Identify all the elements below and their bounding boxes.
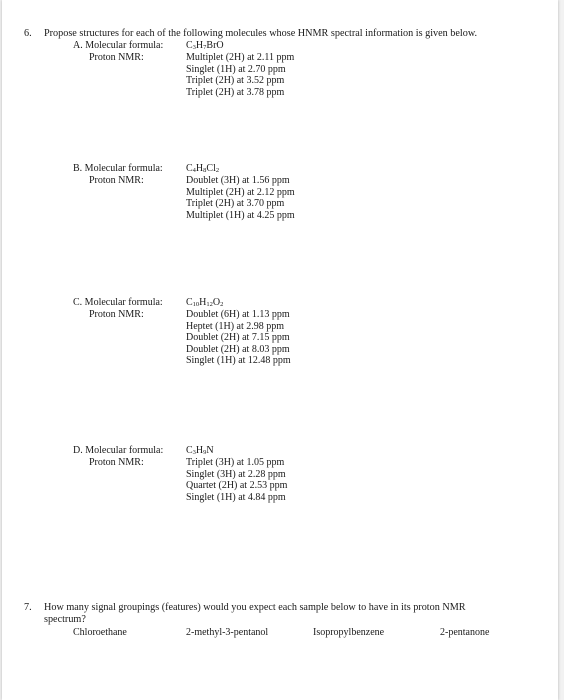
- nmr-signal: Doublet (3H) at 1.56 ppm: [186, 175, 290, 186]
- molecular-formula: $C_{10}H_{12}O_2$: [186, 297, 224, 308]
- part-letter: A.: [73, 40, 83, 51]
- molecular-formula-label: Molecular formula:: [84, 297, 163, 308]
- molecular-formula-label: Molecular formula:: [85, 445, 164, 456]
- nmr-signal: Triplet (2H) at 3.52 ppm: [186, 75, 285, 87]
- nmr-signal: Singlet (1H) at 2.70 ppm: [186, 63, 286, 75]
- part-letter: D.: [73, 445, 83, 456]
- nmr-signal-list: [186, 457, 287, 503]
- nmr-signal: Doublet (2H) at 7.15 ppm: [186, 332, 290, 344]
- nmr-signal: Multiplet (1H) at 4.25 ppm: [186, 209, 295, 221]
- proton-nmr-label: Proton NMR:: [89, 52, 144, 63]
- nmr-signal: Triplet (3H) at 1.05 ppm: [186, 457, 285, 468]
- proton-nmr-label: Proton NMR:: [89, 309, 144, 320]
- q7-prompt-line1: How many signal groupings (features) would you expect each sample below to have in its proton NMR: [44, 602, 466, 613]
- nmr-signal: Singlet (1H) at 4.84 ppm: [186, 491, 286, 503]
- nmr-signal-list: [186, 175, 295, 221]
- q7-prompt-line2: spectrum?: [44, 614, 86, 625]
- molecular-formula: $C_4H_8Cl_2$: [186, 163, 220, 174]
- q7-sample: Isopropylbenzene: [313, 627, 385, 638]
- q7-sample: Chloroethane: [73, 627, 127, 638]
- nmr-signal-list: [186, 309, 291, 367]
- q7-number: 7.: [24, 602, 32, 613]
- proton-nmr-label: Proton NMR:: [89, 457, 144, 468]
- nmr-signal: Multiplet (2H) at 2.12 ppm: [186, 186, 295, 198]
- nmr-signal: Quartet (2H) at 2.53 ppm: [186, 480, 288, 492]
- q6-prompt: Propose structures for each of the following molecules whose HNMR spectral information is given below.: [44, 28, 478, 39]
- nmr-signal: Singlet (1H) at 12.48 ppm: [186, 355, 291, 367]
- nmr-signal: Triplet (2H) at 3.70 ppm: [186, 198, 285, 210]
- document-page: [2, 0, 558, 700]
- nmr-signal: Heptet (1H) at 2.98 ppm: [186, 320, 285, 332]
- nmr-signal: Doublet (6H) at 1.13 ppm: [186, 309, 290, 320]
- nmr-signal-list: [186, 52, 294, 98]
- part-letter: B.: [73, 163, 83, 174]
- molecular-formula: $C_3H_7BrO$: [186, 40, 224, 51]
- molecular-formula-label: Molecular formula:: [85, 40, 164, 51]
- proton-nmr-label: Proton NMR:: [89, 175, 144, 186]
- q6-number: 6.: [24, 28, 32, 39]
- molecular-formula-label: Molecular formula:: [84, 163, 163, 174]
- nmr-signal: Singlet (3H) at 2.28 ppm: [186, 468, 286, 480]
- nmr-signal: Triplet (2H) at 3.78 ppm: [186, 86, 285, 98]
- nmr-signal: Multiplet (2H) at 2.11 ppm: [186, 52, 295, 63]
- q7-sample: 2-methyl-3-pentanol: [186, 627, 269, 638]
- part-letter: C.: [73, 297, 83, 308]
- q7-sample: 2-pentanone: [440, 627, 490, 638]
- nmr-signal: Doublet (2H) at 8.03 ppm: [186, 343, 290, 355]
- molecular-formula: $C_3H_9N$: [186, 445, 214, 456]
